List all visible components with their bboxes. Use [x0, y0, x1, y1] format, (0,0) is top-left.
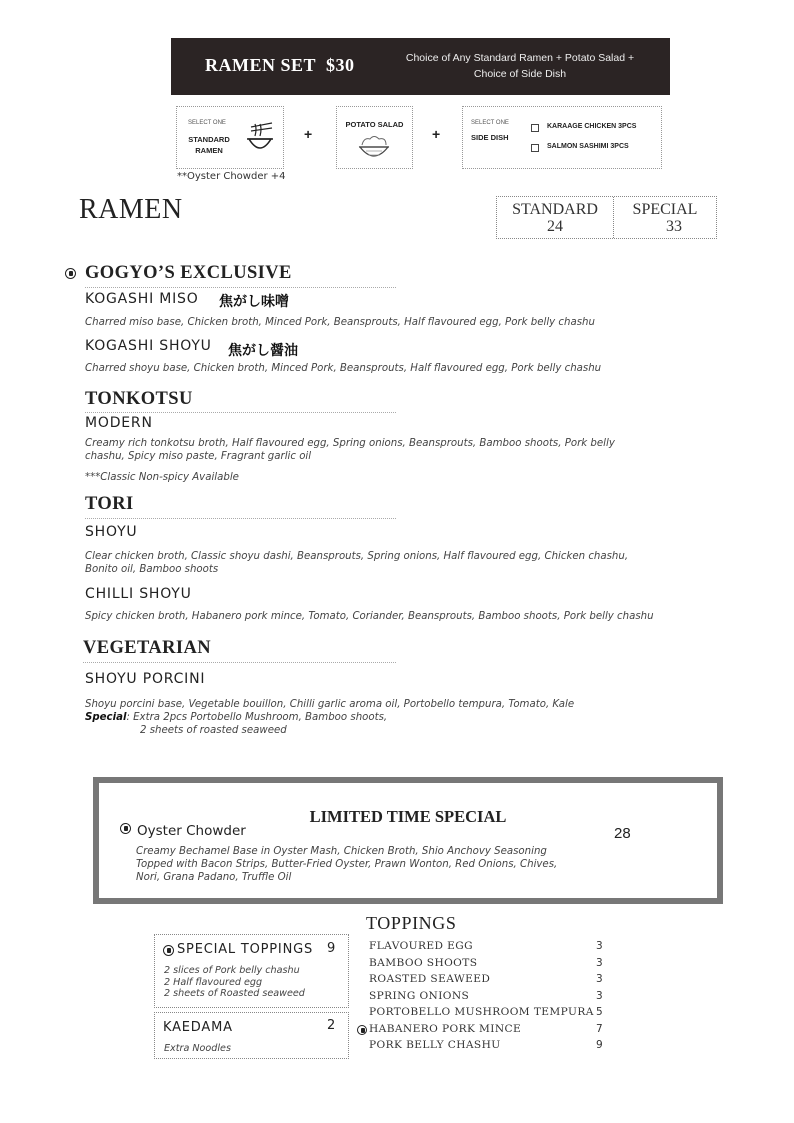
special-text: : Extra 2pcs Portobello Mushroom, Bamboo shoots,: [126, 712, 388, 723]
kaedama-desc: Extra Noodles: [164, 1043, 231, 1054]
side-option1-label: KARAAGE CHICKEN 3PCS: [547, 123, 637, 130]
item-shoyu-porcini-desc: Shoyu porcini base, Vegetable bouillon, Chilli garlic aroma oil, Portobello tempura, Tomato, Kale: [85, 699, 575, 710]
item-kogashi-miso-desc: Charred miso base, Chicken broth, Minced Pork, Beansprouts, Half flavoured egg, Pork belly chashu: [85, 317, 595, 328]
price-header-special: SPECIAL: [632, 201, 698, 218]
special-toppings-line2: 2 Half flavoured egg: [164, 976, 263, 988]
category-gogyo-exclusive: GOGYO’S EXCLUSIVE: [85, 263, 292, 283]
item-modern-desc-line1: Creamy rich tonkotsu broth, Half flavoured egg, Spring onions, Beansprouts, Bamboo shoots, Pork belly: [85, 438, 615, 449]
price-col-standard: [497, 197, 613, 238]
price-header-box: [496, 196, 717, 239]
tonkotsu-note: ***Classic Non-spicy Available: [85, 472, 239, 483]
ramen-bowl-icon: [245, 121, 275, 157]
item-modern-desc-line2: chashu, Spicy miso paste, Fragrant garlic oil: [85, 450, 312, 462]
limited-time-special-title: LIMITED TIME SPECIAL: [309, 807, 507, 826]
topping-name: FLAVOURED EGG: [369, 940, 474, 952]
special-toppings-box: [154, 934, 349, 1008]
topping-price: 7: [596, 1022, 603, 1035]
kaedama-box: [154, 1012, 349, 1059]
price-special: 33: [666, 218, 682, 235]
set-box1-title-line1: STANDARD: [188, 135, 230, 144]
set-box3-select: SELECT ONE: [471, 120, 509, 126]
category-divider: [83, 662, 396, 663]
oyster-chowder-desc: [136, 845, 557, 884]
category-vegetarian: VEGETARIAN: [83, 638, 212, 658]
item-kogashi-miso-jp: 焦がし味噌: [219, 294, 289, 310]
topping-price: 3: [596, 973, 603, 985]
thumbs-up-icon: [120, 823, 131, 834]
topping-price: 3: [596, 956, 603, 969]
set-box2-title: POTATO SALAD: [345, 120, 404, 129]
special-toppings-desc: [164, 965, 305, 1000]
price-header-standard: STANDARD: [512, 201, 598, 218]
item-kogashi-shoyu-jp: 焦がし醤油: [228, 343, 298, 359]
set-box1-title: [188, 134, 230, 156]
limited-time-special-box: [93, 777, 723, 904]
oyster-chowder-name: Oyster Chowder: [137, 823, 246, 839]
oyster-desc-line3: Nori, Grana Padano, Truffle Oil: [136, 872, 292, 883]
topping-price: 3: [596, 989, 603, 1002]
ramen-heading: RAMEN: [79, 194, 183, 225]
special-toppings-line3: 2 sheets of Roasted seaweed: [164, 988, 305, 999]
item-kogashi-shoyu-name: KOGASHI SHOYU: [85, 338, 212, 354]
ramen-set-description: [385, 50, 655, 82]
set-box1-select: SELECT ONE: [188, 120, 226, 126]
topping-name: ROASTED SEAWEED: [369, 973, 491, 985]
ramen-set-title: [205, 55, 355, 76]
topping-name: HABANERO PORK MINCE: [369, 1022, 522, 1035]
item-modern-name: MODERN: [85, 415, 153, 431]
oyster-chowder-note: **Oyster Chowder +4: [177, 171, 286, 182]
item-shoyu-porcini-special: [85, 712, 387, 725]
special-label: Special: [85, 712, 127, 723]
ramen-set-desc-line2: Choice of Side Dish: [473, 68, 567, 80]
kaedama-title: KAEDAMA: [163, 1020, 233, 1035]
topping-name: SPRING ONIONS: [369, 989, 470, 1002]
set-box3-title: SIDE DISH: [471, 133, 509, 142]
ramen-set-banner: [171, 38, 670, 95]
topping-name: BAMBOO SHOOTS: [369, 956, 478, 969]
set-box-potato-salad: [336, 106, 413, 169]
kaedama-price: 2: [327, 1018, 336, 1033]
plus-sign-1: +: [304, 126, 313, 142]
category-tori: TORI: [85, 494, 134, 514]
topping-price: 9: [596, 1039, 603, 1051]
toppings-heading: TOPPINGS: [366, 913, 457, 933]
category-divider: [85, 412, 396, 413]
price-col-special: [614, 197, 716, 238]
set-box-side-dish: [462, 106, 662, 169]
thumbs-up-icon: [65, 268, 76, 279]
topping-price: 3: [596, 940, 603, 952]
category-divider: [85, 287, 396, 288]
special-toppings-price: 9: [327, 941, 336, 956]
topping-name: PORTOBELLO MUSHROOM TEMPURA: [369, 1006, 594, 1018]
ramen-set-label: RAMEN SET: [205, 55, 317, 75]
category-tonkotsu: TONKOTSU: [85, 389, 193, 409]
item-shoyu-desc: [85, 551, 745, 576]
ramen-set-price: $30: [326, 55, 355, 75]
topping-price: 5: [596, 1006, 603, 1018]
item-chilli-shoyu-desc: Spicy chicken broth, Habanero pork mince, Tomato, Coriander, Beansprouts, Bamboo shoots, Pork belly chashu: [85, 611, 654, 622]
oyster-desc-line2: Topped with Bacon Strips, Butter-Fried Oyster, Prawn Wonton, Red Onions, Chives,: [136, 859, 558, 870]
side-option2-checkbox[interactable]: [531, 144, 539, 152]
oyster-desc-line1: Creamy Bechamel Base in Oyster Mash, Chicken Broth, Shio Anchovy Seasoning: [136, 846, 547, 857]
side-option2-label: SALMON SASHIMI 3PCS: [547, 143, 629, 150]
item-shoyu-porcini-name: SHOYU PORCINI: [85, 671, 206, 687]
side-option1-checkbox[interactable]: [531, 124, 539, 132]
oyster-chowder-price: 28: [614, 825, 631, 842]
special-toppings-title: SPECIAL TOPPINGS: [177, 942, 314, 957]
set-box1-title-line2: RAMEN: [195, 146, 223, 155]
item-shoyu-name: SHOYU: [85, 524, 138, 540]
special-text-line2: 2 sheets of roasted seaweed: [140, 725, 287, 736]
thumbs-up-icon: [357, 1025, 367, 1035]
ramen-set-desc-line1: Choice of Any Standard Ramen + Potato Salad +: [405, 52, 635, 64]
item-modern-desc: [85, 438, 725, 463]
salad-bowl-icon: [356, 133, 392, 163]
category-divider: [85, 518, 396, 519]
item-shoyu-desc-line1: Clear chicken broth, Classic shoyu dashi, Beansprouts, Spring onions, Half flavoured egg, Chicken chashu,: [85, 551, 629, 562]
item-shoyu-desc-line2: Bonito oil, Bamboo shoots: [85, 563, 219, 575]
set-box-standard-ramen: [176, 106, 284, 169]
topping-name: PORK BELLY CHASHU: [369, 1039, 501, 1051]
plus-sign-2: +: [432, 126, 441, 142]
special-toppings-line1: 2 slices of Pork belly chashu: [164, 965, 300, 976]
item-kogashi-miso-name: KOGASHI MISO: [85, 291, 199, 307]
item-kogashi-shoyu-desc: Charred shoyu base, Chicken broth, Minced Pork, Beansprouts, Half flavoured egg, Pork belly chashu: [85, 363, 602, 374]
price-standard: 24: [547, 218, 563, 235]
thumbs-up-icon: [163, 945, 174, 956]
item-chilli-shoyu-name: CHILLI SHOYU: [85, 586, 192, 602]
